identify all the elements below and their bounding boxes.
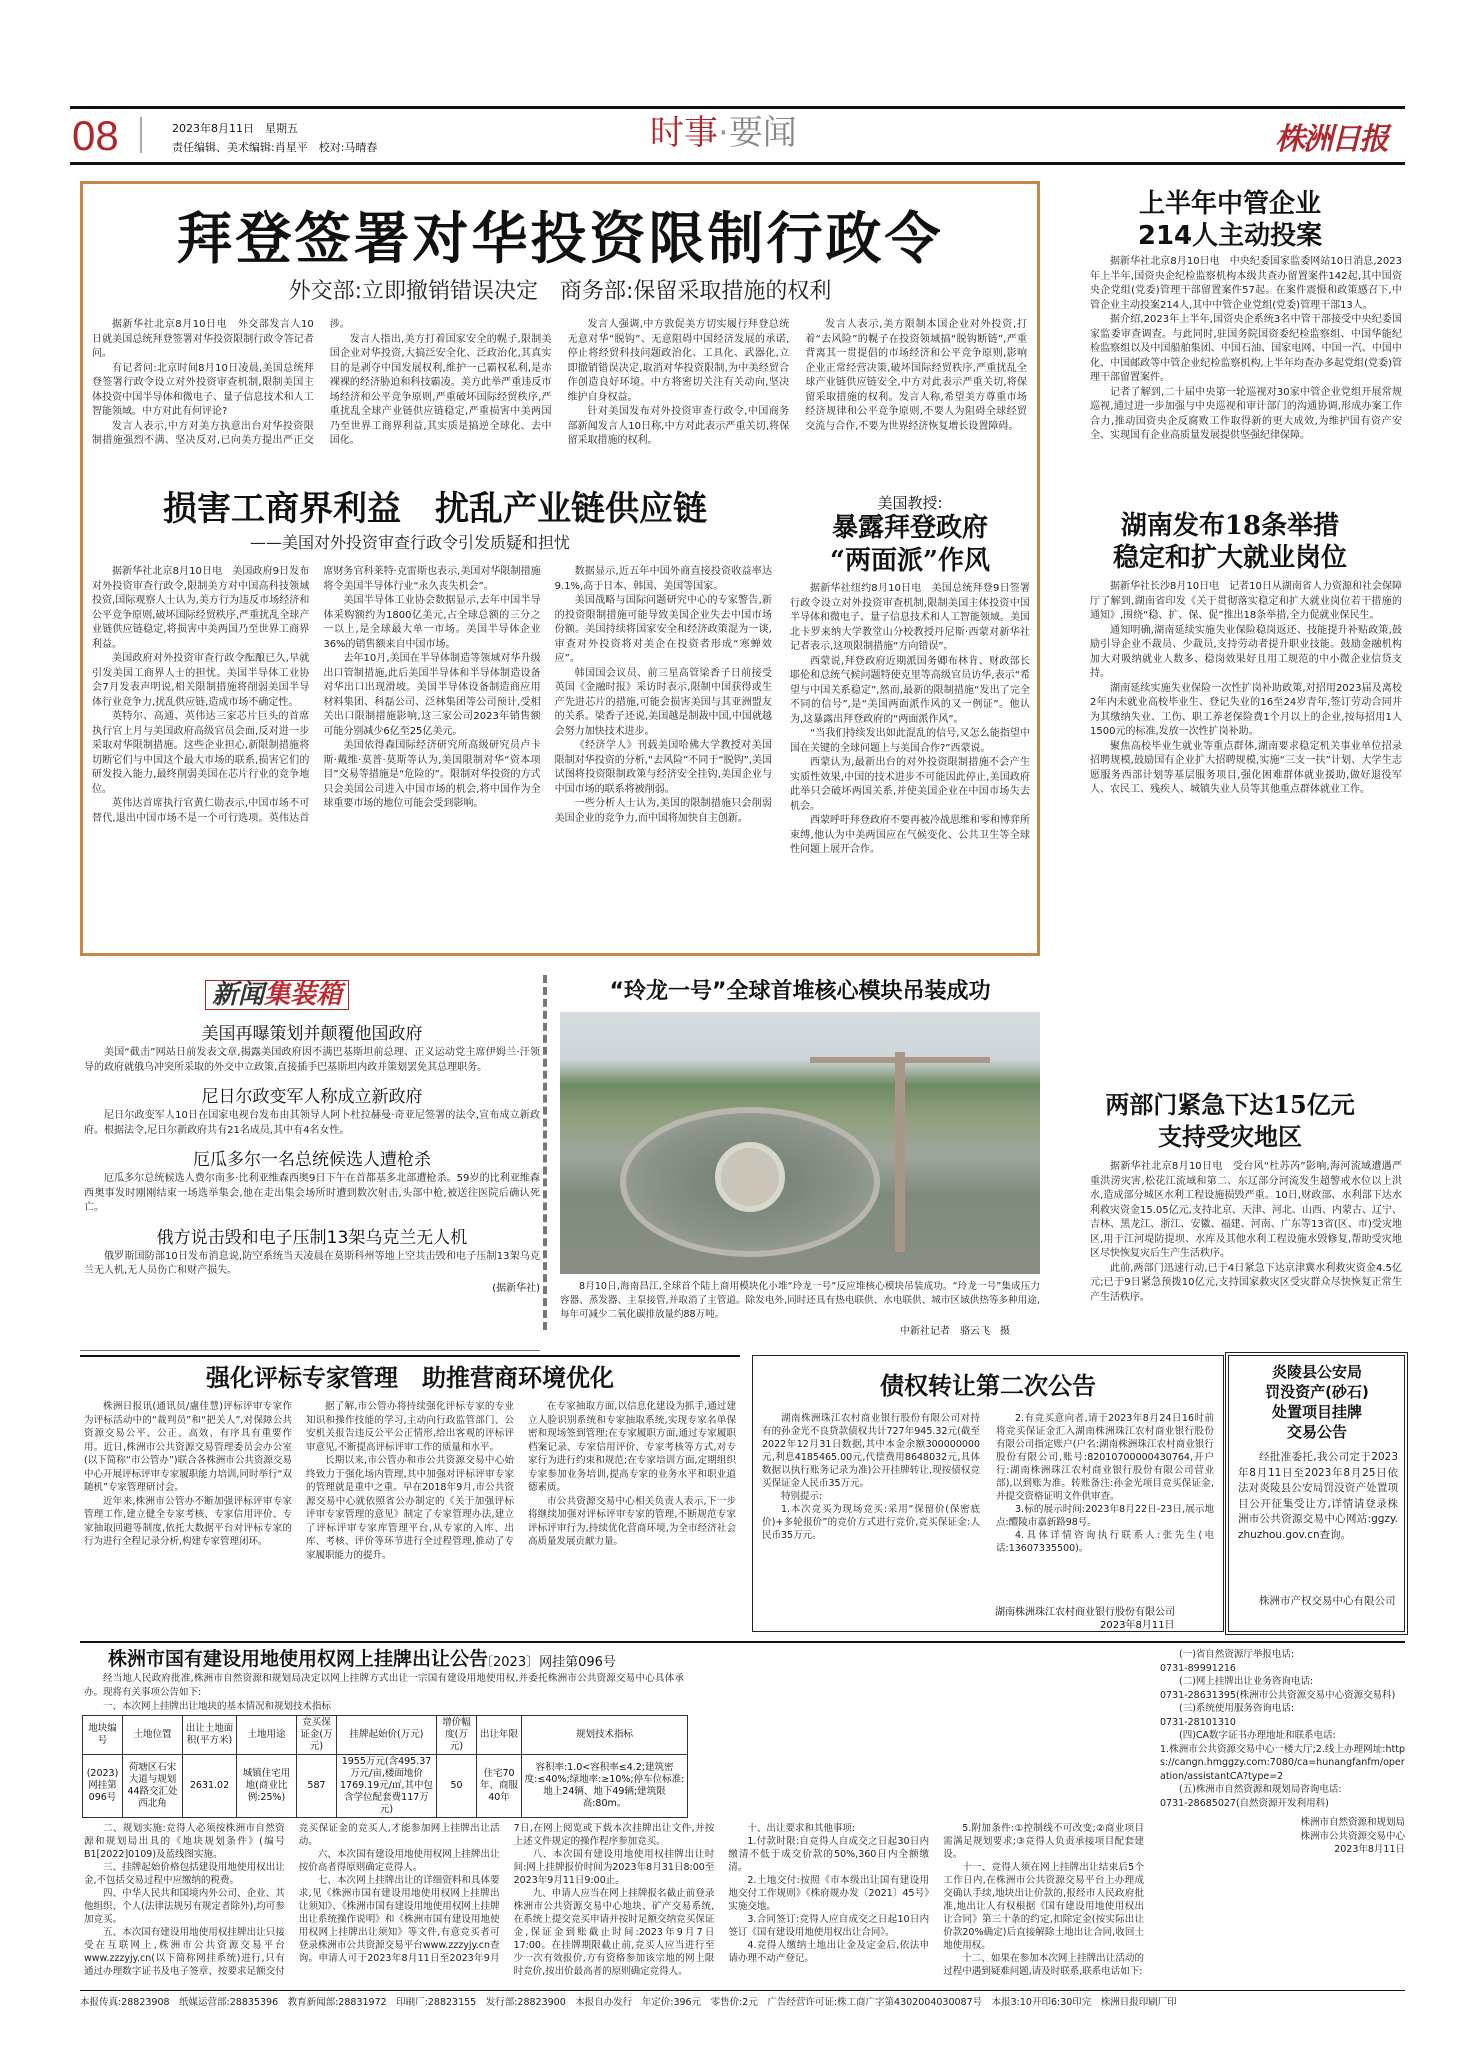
- news-item-body: 美国“截击”网站日前发表文章,揭露美国政府因不满巴基斯坦前总理、正义运动党主席伊姆兰·汗领导的政府就俄乌冲突所采取的外交中立政策,直接插手巴基斯坦内政并策划罢免其总理职务。: [84, 1047, 540, 1073]
- contact-phone: 0731-28101310: [1160, 1716, 1236, 1728]
- col-header: 挂牌起始价(万元): [337, 1716, 437, 1755]
- paragraph: 据新华社长沙8月10日电 记者10日从湖南省人力资源和社会保障厅了解到,湖南省印发《关于贯彻落实稳定和扩大就业岗位若干措施的通知》,围绕“稳、扩、保、促”推出18条举措,全力促就业保民生。: [1090, 581, 1402, 621]
- header-divider: [140, 117, 142, 153]
- a6-signoff: 株洲市产权交易中心有限公司: [1259, 1595, 1396, 1607]
- paragraph: 有记者问:北京时间8月10日凌晨,美国总统拜登签署行政令设立对外投资审查机制,限制美国主体投资中国半导体和微电子、量子信息技术和人工智能领域。中方对此有何评论?: [92, 362, 314, 417]
- land-notice-title: 株洲市国有建设用地使用权网上挂牌出让公告: [108, 1648, 489, 1670]
- news-item-title: 美国再曝策划并颠覆他国政府: [201, 1024, 423, 1044]
- paragraph: 十二、如果在参加本次网上挂牌出让活动的过程中遇到疑难问题,请及时联系,联系电话如下:: [943, 1953, 1144, 1977]
- news-box-logo-part2: 集装箱: [264, 980, 343, 1010]
- paragraph: “当我们持续发出如此混乱的信号,又怎么能指望中国在关键的全球问题上与美国合作?”西蒙说。: [790, 728, 1030, 754]
- paragraph: 韩国国会议员、前三星高管梁香子日前接受英国《金融时报》采访时表示,限制中国获得或生产先进芯片的措施,可能会损害美国与其亚洲盟友的关系。梁香子还说,美国越是制裁中国,中国就越会努力加快技术进步。: [554, 667, 772, 737]
- paragraph: 英伟达首席执行官黄仁勋表示,中国市场不可替代,退出中国市场不是一个可行选项。英伟达首席财务官科莱特·克雷斯也表示,美国对华限制措施将令美国半导体行业“永久丧失机会”。: [92, 566, 541, 824]
- paragraph: 3.合同签订:竞得人应自成交之日起10日内签订《国有建设用地使用权出让合同》。: [728, 1914, 930, 1938]
- news-item: [84, 1226, 540, 1294]
- paragraph: 5.附加条件:①控制线不可改变;②商业项目需满足规划要求;③竞得人负责承接项目配套建设。: [943, 1823, 1144, 1860]
- paragraph: 西蒙说,拜登政府近期派国务卿布林肯、财政部长耶伦和总统气候问题特使克里等高级官员访华,表示“希望与中国关系稳定”,然而,最新的限制措施“发出了完全不同的信号”,是“美国两面派作风的又一例证”。他认为,这暴露出拜登政府的“两面派作风”。: [790, 655, 1030, 725]
- right-a3-headline-2: 支持受灾地区: [1158, 1122, 1302, 1151]
- table-cell: 城镇住宅用地(商业比例:25%): [237, 1755, 297, 1818]
- contact-label: (二)网上挂牌出让业务咨询电话:: [1179, 1676, 1314, 1687]
- paragraph: 2.有竞买意向者,请于2023年8月24日16时前将竞买保证金汇入湖南株洲珠江农村商业银行股份有限公司指定账户(户名:湖南株洲珠江农村商业银行股份有限公司,账号:82010700000430764,开户行:湖南株洲珠江农村商业银行股份有限公司营业部),以到账为准。转账备注:孙金光项目竞买保证金,并提交资格证明文件供审查。: [996, 1413, 1214, 1502]
- table-cell: 容积率:1.0<容积率≤4.2;建筑密度:≤40%;绿地率:≥10%;停车位标准:地上24辆、地下49辆;建筑限高:80m。: [522, 1755, 688, 1818]
- col-header: 规划技术指标: [522, 1716, 688, 1755]
- land-table-header: [83, 1716, 688, 1755]
- a6-headline-line: 处置项目挂牌: [1271, 1403, 1362, 1421]
- reactor-photo: [560, 1012, 1040, 1274]
- paragraph: 十一、竞得人须在网上挂牌出让结束后5个工作日内,在株洲市公共资源交易平台上办理成交确认手续,地块出让价款的,报经市人民政府批准,地出让人有权根据《国有建设用地使用权出让合同》第三十条的约定,扣除定金(按实际出让价款20%确定)后直接解除土地出让合同,收回土地使用权。: [943, 1862, 1144, 1951]
- reactor-module: [715, 1142, 785, 1212]
- paragraph: 4.具体详情咨询执行联系人:张先生(电话:13607335500)。: [996, 1530, 1214, 1554]
- land-contacts: [1160, 1648, 1405, 1857]
- contact-item: [1160, 1702, 1405, 1729]
- news-item: [84, 1022, 540, 1075]
- contact-label: (一)省自然资源厅举报电话:: [1179, 1649, 1295, 1660]
- right-a3-headline-1: 两部门紧急下达15亿元: [1105, 1090, 1355, 1119]
- paragraph: 1.本次竞买为现场竞买:采用“保留价(保密底价)+多轮报价”的竞价方式进行竞价,竞买保证金:人民币35万元。: [762, 1504, 980, 1541]
- crane-arm: [810, 1057, 990, 1063]
- paragraph: 在专家抽取方面,以信息化建设为抓手,通过建立人脸识别系统和专家抽取系统,实现专家名单保密和现场签到管理;在专家履职方面,通过专家履职档案记录、专家信用评价、专家考核等方式,对专家行为进行约束和规范;在专家培训方面,定期组织专家参加业务培训,提高专家的业务水平和职业道德素质。: [528, 1401, 736, 1493]
- paragraph: 美国战略与国际问题研究中心的专家警告,新的投资限制措施可能导致美国企业失去中国市场份额。美国持续将国家安全和经济政策混为一谈,审查对外投资将对美企在投资者形成“寒蝉效应”。: [554, 595, 772, 664]
- contact-item: [1160, 1729, 1405, 1783]
- paragraph: 四、中华人民共和国境内外公司、企业、其他组织、个人(法律法规另有规定者除外),均可参加竞买。: [84, 1888, 285, 1925]
- contact-label: (五)株洲市自然资源和规划局咨询电话:: [1179, 1784, 1342, 1795]
- paragraph: 记者了解到,二十届中央第一轮巡视对30家中管企业党组开展常规巡视,通过进一步加强与中央巡视和审计部门的沟通协调,形成办案工作合力,推动国资央企反腐败工作取得新的更大成效,为维护国有资产安全、实现国有企业高质量发展提供坚强纪律保障。: [1090, 386, 1402, 441]
- contact-phone: 0731-89991216: [1160, 1662, 1236, 1674]
- table-cell: 50: [437, 1755, 477, 1818]
- paragraph: 据了解,市公管办将持续强化评标专家的专业知识和操作技能的学习,主动向行政监管部门、公安机关报告违反公平公正情形,给出客观的评标评审意见,不断提高评标评审工作的质量和水平。: [306, 1401, 514, 1453]
- paragraph: 发言人表示,中方对美方执意出台对华投资限制措施强烈不满、坚决反对,已向美方提出严正交涉。: [92, 319, 350, 446]
- photo-caption: 8月10日,海南昌江,全球首个陆上商用模块化小堆“玲龙一号”反应堆核心模块吊装成功。“玲龙一号”集成压力容器、蒸发器、主泵接管,并取消了主管道。除发电外,同时还具有热电联供、水电联供、城市区域供热等多种用途,每年可减少二氧化碳排放量约88万吨。: [560, 1281, 1040, 1320]
- paragraph: 西蒙认为,最新出台的对外投资限制措施不会产生实质性效果,中国的技术进步不可能因此停止,美国政府此举只会破坏两国关系,并使美国企业在中国市场失去机会。: [790, 757, 1030, 812]
- col-header: 地块编号: [83, 1716, 123, 1755]
- news-box-list: [84, 1022, 540, 1294]
- contact-item: [1160, 1783, 1405, 1810]
- news-item-body: 俄罗斯国防部10日发布消息说,防空系统当天凌晨在莫斯科州等地上空共击毁和电子压制13架乌克兰无人机,无人员伤亡和财产损失。: [84, 1250, 540, 1276]
- lead-body: [92, 318, 1027, 468]
- table-cell: (2023)网挂第096号: [83, 1755, 123, 1818]
- contact-item: [1160, 1675, 1405, 1702]
- paragraph: 美国半导体工业协会数据显示,去年中国半导体采购额约为1800亿美元,占全球总额的三分之一以上,是全球最大单一市场。美国半导体企业36%的销售额来自中国市场。: [323, 595, 541, 650]
- paragraph: 三、挂牌起始价格包括建设用地使用权出让金,不包括交易过程中应缴纳的税费。: [84, 1862, 285, 1886]
- news-item-body: 厄瓜多尔总统候选人费尔南多·比利亚维森西奥9日下午在首都基多北部遭枪杀。59岁的比利亚维森西奥事发时刚刚结束一场选举集会,他在走出集会场所时遭到数次射击,头部中枪,被送往医院后确认死亡。: [84, 1173, 540, 1213]
- paragraph: 去年10月,美国在半导体制造等领域对华升级出口管制措施,此后美国半导体和半导体制造设备对华出口出现滑坡。美国半导体设备制造商应用材料集团、科磊公司、泛林集团等公司预计,受相关出口限制措施影响,这三家公司2023年销售额可能分别减少6亿至25亿美元。: [323, 653, 541, 737]
- paragraph: 3.标的展示时间:2023年8月22日-23日,展示地点:醴陵市嘉新路98号。: [996, 1504, 1214, 1528]
- paragraph: 据新华社纽约8月10日电 美国总统拜登9日签署行政令设立对外投资审查机制,限制美国主体投资中国半导体和微电子、量子信息技术和人工智能领域。美国北卡罗来纳大学教堂山分校教授丹尼斯·西蒙对新华社记者表示,这项限制措施“方向错误”。: [790, 583, 1030, 652]
- lead-headline: 拜登签署对华投资限制行政令: [176, 207, 944, 272]
- news-item-title: 厄瓜多尔一名总统候选人遭枪杀: [193, 1150, 431, 1170]
- sidebar-headline-1: 暴露拜登政府: [831, 513, 988, 543]
- paragraph: 英特尔、高通、英伟达三家芯片巨头的首席执行官上月与美国政府高级官员会面,反对进一步采取对华限制措施。这些企业担心,新限制措施将切断它们与中国这个最大市场的联系,损害它们的研发投入能力,最终削弱美国在芯片行业的竞争地位。: [92, 711, 310, 795]
- news-box-logo: [205, 980, 349, 1010]
- paragraph: 1.付款时限:自竞得人自成交之日起30日内缴清不低于成交价款的50%,360日内全额缴清。: [728, 1836, 930, 1873]
- right-a3-body: [1090, 1160, 1402, 1330]
- paragraph: 数据显示,近五年中国外商直接投资收益率达9.1%,高于日本、韩国、美国等国家。: [554, 566, 772, 592]
- col-header: 土地用途: [237, 1716, 297, 1755]
- photo-credit: 中新社记者 骆云飞 摄: [900, 1326, 1010, 1337]
- a4-headline: 强化评标专家管理 助推营商环境优化: [206, 1363, 614, 1392]
- right-a1-body: [1090, 255, 1402, 480]
- contact-phone: 0731-28685027(自然资源开发利用科): [1160, 1797, 1329, 1809]
- paragraph: 近年来,株洲市公管办不断加强评标评审专家管理工作,建立健全专家考核、专家信用评价、专家抽取回避等制度,依托大数据平台对评标专家的行为进行全程记录分析,构建专家管理闭环。: [84, 1495, 292, 1547]
- a6-headline: [1232, 1362, 1402, 1442]
- a6-body: 经批准委托,我公司定于2023年8月11日至2023年8月25日依法对炎陵县公安局罚没资产处置项目公开征集受让方,详情请登录株洲市公共资源交易中心网站:ggzy.zhuzhou.gov.cn查询。: [1238, 1451, 1398, 1541]
- section-primary: 时事: [650, 113, 718, 153]
- land-signoff-date: 2023年8月11日: [1334, 1844, 1405, 1855]
- land-table: [82, 1715, 688, 1818]
- land-signoff-org2: 株洲市公共资源交易中心: [1300, 1830, 1405, 1842]
- a6-headline-line: 交易公告: [1286, 1423, 1347, 1441]
- paragraph: 此前,两部门迅速行动,已于4日紧急下达京津冀水利救灾资金4.5亿元;已于9日紧急预拨10亿元,支持国家救灾区受灾群众尽快恢复正常生产生活秩序。: [1090, 1262, 1402, 1303]
- contact-label: (四)CA数字证书办理地址和联系电话:: [1179, 1730, 1336, 1741]
- paragraph: 2.土地交付:按照《市本级出让国有建设用地交付工作规则》《株府规办发〔2021〕45号》实施交地。: [728, 1875, 930, 1912]
- a6-headline-line: 罚没资产(砂石): [1265, 1383, 1369, 1401]
- contact-phone: 0731-28631395(株洲市公共资源交易中心资源交易科): [1160, 1689, 1396, 1701]
- right-a1-headline-1: 上半年中管企业: [1138, 189, 1321, 219]
- a5-signoff-org: 湖南株洲珠江农村商业银行股份有限公司: [995, 1607, 1175, 1618]
- paragraph: 二、规划实施:竞得人必须按株洲市自然资源和规划局出具的《地块规划条件》(编号B1[2022]0109)及蓝线图实施。: [84, 1823, 285, 1860]
- news-item: [84, 1085, 540, 1138]
- col-header: 增价幅度(万元): [437, 1716, 477, 1755]
- paragraph: 4.竞得人缴纳土地出让金及定金后,依法申请办理不动产登记。: [728, 1940, 930, 1964]
- col-header: 土地位置: [123, 1716, 183, 1755]
- paragraph: 针对美国发布对外投资审查行政令,中国商务部新闻发言人10日称,中方对此表示严重关切,将保留采取措施的权利。: [567, 406, 790, 446]
- paragraph: 据介绍,2023年上半年,国资央企系统3名中管干部接受中央纪委国家监委审查调查。与此同时,驻国务院国资委纪检监察组、中国华能纪检监察组以及中国船舶集团、中国石油、国家电网、中国一汽、中国中化、中国邮政等中管企业纪检监察机构,上半年均查办多起党组(党委)管理干部留置案件。: [1090, 314, 1402, 383]
- paragraph: 据新华社北京8月10日电 美国政府9日发布对外投资审查行政令,限制美方对中国高科技领域投资,国际观察人士认为,美方行为违反市场经济和公平竞争原则,破坏国际经贸秩序,严重扰乱全球产业链供应链稳定,将损害中美两国乃至世界工商界利益。: [92, 566, 310, 650]
- paragraph: 美国依得森国际经济研究所高级研究员卢卡斯·戴维·莫普·莫斯等认为,美国限制对华“资本项目”交易等措施是“危险的”。限制对华投资的方式只会美国公司进入中国市场的机会,将中国作为全球重要市场的地位可能会受到影响。: [323, 740, 541, 809]
- paragraph: 发言人表示,美方限制本国企业对外投资,打着“去风险”的幌子在投资领域搞“脱钩断链”,严重背离其一贯提倡的市场经济和公平竞争原则,影响企业正常经营决策,破坏国际经贸秩序,严重扰乱全球产业链供应链安全,中方对此表示严重关切,将保留采取措施的权利。发言人称,希望美方尊重市场经济规律和公平竞争原则,不要人为阻碍全球经贸交流与合作,不要为世界经济恢复增长设置障碍。: [805, 319, 1027, 432]
- table-row: [83, 1755, 688, 1818]
- paragraph: 九、申请人应当在网上挂牌报名截止前登录株洲市公共资源交易中心地块、矿产交易系统,在系统上提交竞买申请并按时足额交纳竞买保证金,保证金到账截止时间:2023年9月7日17:00。在挂牌期限截止前,竞买人应当进行至少一次有效报价,方有资格参加该宗地的网上限时竞价,按出价最高者的原则确定竞得人。: [513, 1888, 715, 1977]
- section-dot: ·: [718, 113, 729, 153]
- masthead-logo: 株洲日报: [1275, 122, 1387, 157]
- paragraph: 发言人指出,美方打着国家安全的幌子,限制美国企业对华投资,大搞泛安全化、泛政治化,其真实目的是剥夺中国发展权利,维护一己霸权私利,是赤裸裸的经济胁迫和科技霸凌。美方此举严重违反市场经济和公平竞争原则,严重破坏国际经贸秩序,严重扰乱全球产业链供应链稳定,严重损害中美两国乃至世界工商界利益,其实质是搞逆全球化、去中国化。: [329, 333, 552, 446]
- sidebar-kicker: 美国教授:: [877, 494, 943, 512]
- paragraph: 八、本次国有建设用地使用权挂牌出让时间:网上挂牌报价时间为2023年8月31日8:00至2023年9月11日9:00止。: [513, 1849, 715, 1886]
- contact-label: (三)系统使用服务咨询电话:: [1179, 1703, 1295, 1714]
- crane-tower: [895, 1052, 905, 1252]
- photo-headline: “玲龙一号”全球首堆核心模块吊装成功: [609, 979, 991, 1004]
- land-notice-body: [84, 1822, 1144, 1987]
- a5-body: [762, 1412, 1214, 1604]
- a5-signoff-date: 2023年8月11日: [1100, 1620, 1175, 1631]
- a5-headline: 债权转让第二次公告: [880, 1371, 1096, 1400]
- section-secondary: 要闻: [728, 113, 797, 153]
- table-cell: 587: [297, 1755, 337, 1818]
- paragraph: 西蒙呼吁拜登政府不要再被冷战思维和零和博弈所束缚,他认为中美两国应在气候变化、公共卫生等全球性问题上展开合作。: [790, 815, 1030, 855]
- news-item: [84, 1148, 540, 1216]
- paragraph: 据新华社北京8月10日电 受台风“杜苏芮”影响,海河流域遭遇严重洪涝灾害,松花江流域和第二、东辽部分河流发生超警戒水位以上洪水,造成部分城区水利工程设施损毁严重。10日,财政部、水利部下达水利救灾资金15.05亿元,支持北京、天津、河北、山西、内蒙古、辽宁、吉林、黑龙江、浙江、安徽、福建、河南、广东等13省(区、市)受灾地区,用于江河堤防提坝、水库及其他水利工程设施水毁修复,帮助受灾地区尽快恢复灾后生产生活秩序。: [1090, 1161, 1402, 1259]
- land-signoff: [1160, 1816, 1405, 1857]
- paragraph: 据新华社北京8月10日电 中央纪委国家监委网站10日消息,2023年上半年,国资央企纪检监察机构本级共查办留置案件142起,其中国资央企党组(党委)管理干部留置案件57起。在案件震慑和政策感召下,中管企业主动投案214人,其中中管企业党组(党委)管理干部13人。: [1090, 256, 1402, 311]
- paragraph: 美国政府对外投资审查行政令酝酿已久,早就引发美国工商界人士的担忧。美国半导体工业协会7月发表声明说,相关限制措施将削弱美国半导体行业竞争力,扰乱供应链,造成市场不确定性。: [92, 653, 310, 708]
- section-title: [650, 113, 797, 153]
- paragraph: 据新华社北京8月10日电 外交部发言人10日就美国总统拜登签署对华投资限制行政令答记者问。: [92, 319, 314, 359]
- a6-headline-line: 炎陵县公安局: [1271, 1363, 1362, 1381]
- land-notice-intro: 经当地人民政府批准,株洲市自然资源和规划局决定以网上挂牌方式出让一宗国有建设用地使用权,并委托株洲市公共资源交易中心具体承办。现将有关事项公告如下:: [84, 1673, 684, 1698]
- sidebar-body: [790, 582, 1030, 950]
- article2-subtitle: ——美国对外投资审查行政令引发质疑和担忧: [250, 533, 571, 552]
- table-cell: 1955万元(含495.37万元/亩,楼面地价1769.19元/㎡,其中包含学位配套费117万元): [337, 1755, 437, 1818]
- paragraph: 长期以来,市公管办和市公共资源交易中心始终致力于强化场内管理,其中加强对评标评审专家的管理就是重中之重。早在2018年9月,市公共资源交易中心就依照省公办制定的《关于加强评标评审专家管理的意见》制定了专家管理办法,建立了评标评审专家库管理平台,从专家的入库、出库、考核、评价等环节进行全过程管理,推动了专家履职能力的提升。: [306, 1455, 514, 1561]
- paragraph: 湖南株洲珠江农村商业银行股份有限公司对持有的孙金光不良贷款债权共计727年945.32元(截至2022年12月31日数据,其中本金余额300000000元,利息4185465.00元,代偿费用8648032元,具体数据以执行账务记录为准)公开挂牌转让,现按债权竞买保证金人民币35万元。: [762, 1413, 980, 1489]
- lead-subtitle: 外交部:立即撤销错误决定 商务部:保留采取措施的权利: [288, 279, 832, 304]
- footer-info: 本报传真:28823908 纸媒运营部:28835396 教育新闻部:28831972 印刷厂:28823155 发行部:28823900 本报自办发行 年定价:396元 零售价:2元 广告经营许可证:株工商广字第4302004030087号 本报3:10开印6:30印完 株洲日报印刷厂印: [80, 1997, 1177, 2008]
- table-cell: 住宅70年、商服40年: [477, 1755, 522, 1818]
- table-cell: 荷塘区石宋大道与规划44路交汇处西北角: [123, 1755, 183, 1818]
- paragraph: 五、本次国有建设用地使用权挂牌出让只接受在互联网上,株洲市公共资源交易平台www.zzzyjy.cn(以下简称网挂系统)进行,只有通过办理数字证书及电子签章、按要求足额交付竞买保证金的竞买人,才能参加网上挂牌出让活动。: [84, 1823, 500, 1977]
- col-header: 出让土地面积(平方米): [183, 1716, 237, 1755]
- col-header: 竞买保证金(万元): [297, 1716, 337, 1755]
- paragraph: 特别提示:: [781, 1491, 823, 1502]
- news-item-body: 尼日尔政变军人10日在国家电视台发布由其领导人阿卜杜拉赫曼·奇亚尼签署的法令,宣布成立新政府。根据法令,尼日尔新政府共有21名成员,其中有4名女性。: [84, 1110, 540, 1136]
- paragraph: 通知明确,湖南延续实施失业保险稳岗返还、技能提升补贴政策,鼓励引导企业不裁员、少裁员,支持劳动者提升职业技能。鼓励金融机构加大对吸纳就业人数多、稳岗效果好且用工规范的中小微企业信贷支持。: [1090, 624, 1402, 679]
- a4-body: [84, 1400, 736, 1628]
- paragraph: 《经济学人》刊载美国哈佛大学教授对美国限制对华投资的分析,“去风险”不同于“脱钩”,美国试图将投资限制政策与经济安全挂钩,美国企业与中国市场的联系将被削弱。: [554, 740, 772, 795]
- land-notice-section1: 一、本次网上挂牌出让地块的基本情况和规划技术指标: [103, 1701, 332, 1712]
- header-date: 2023年8月11日 星期五: [172, 122, 298, 135]
- article2-body: [92, 565, 772, 950]
- article2-headline: 损害工商界利益 扰乱产业链供应链: [163, 489, 707, 529]
- paragraph: 株洲日报讯(通讯员/盧佳慧)评标评审专家作为评标活动中的“裁判员”和“把关人”,对保障公共资源交易公平、公正、高效、有序具有重要作用。近日,株洲市公共资源交易管理委员会办公室(以下简称“市公管办”)联合各株洲市公共资源交易中心开展评标评审专家履职能力培训,同时举行“双随机”专家管理研讨会。: [84, 1401, 292, 1493]
- page-number: 08: [72, 112, 119, 159]
- paragraph: 湖南延续实施失业保险一次性扩岗补助政策,对招用2023届及离校2年内未就业高校毕业生、登记失业的16至24岁青年,签订劳动合同并为其缴纳失业、工伤、职工养老保险费1个月以上的企业,按每招用1人1500元的标准,发放一次性扩岗补助。: [1090, 682, 1402, 737]
- paragraph: 七、本次网上挂牌出让的详细资料和具体要求,见《株洲市国有建设用地使用权网上挂牌出让须知》、《株洲市国有建设用地使用权网上挂牌出让系统操作说明》和《株洲市国有建设用地使用权网上挂牌出让须知》等文件,有意竞买者可登录株洲市公共资源交易平台www.zzzyjy.cn查询。申请人可于2023年8月11日至2023年9月7日,在网上阅览或下载本次挂牌出让文件,并按上述文件规定的操作程序参加竞买。: [298, 1823, 715, 1964]
- paragraph: 发言人强调,中方敦促美方切实履行拜登总统无意对华“脱钩”、无意阻碍中国经济发展的承诺,停止将经贸科技问题政治化、工具化、武器化,立即撤销错误决定,取消对华投资限制,为中美经贸合作创造良好环境。中方将密切关注有关动向,坚决维护自身权益。: [567, 319, 790, 403]
- paragraph: 市公共资源交易中心相关负责人表示,下一步将继续加强对评标评审专家的管理,不断规范专家评标评审行为,持续优化营商环境,为全市经济社会高质量发展贡献力量。: [528, 1495, 736, 1547]
- sidebar-headline-2: “两面派”作风: [830, 546, 990, 576]
- news-item-title: 尼日尔政变军人称成立新政府: [201, 1087, 423, 1107]
- news-item-title: 俄方说击毁和电子压制13架乌克兰无人机: [156, 1227, 468, 1248]
- header-editors: 责任编辑、美术编辑:肖星平 校对:马晴春: [172, 141, 378, 154]
- land-notice-number: 〔2023〕网挂第096号: [480, 1655, 616, 1670]
- news-source: (据新华社): [492, 1282, 540, 1294]
- col-header: 出让年限: [477, 1716, 522, 1755]
- table-cell: 2631.02: [183, 1755, 237, 1818]
- right-a1-headline-2: 214人主动投案: [1137, 221, 1323, 251]
- contact-item: [1160, 1648, 1405, 1675]
- paragraph: 十、出让要求和其他事项:: [747, 1823, 856, 1834]
- land-signoff-org1: 株洲市自然资源和规划局: [1300, 1817, 1405, 1828]
- news-box-logo-part1: 新闻: [212, 980, 265, 1010]
- paragraph: 六、本次国有建设用地使用权网上挂牌出让按价高者得原则确定竞得人。: [298, 1849, 500, 1873]
- right-a2-headline-2: 稳定和扩大就业岗位: [1112, 543, 1347, 573]
- paragraph: 一些分析人士认为,美国的限制措施只会削弱美国企业的竞争力,而中国将加快自主创新。: [554, 798, 772, 824]
- contact-phone: 1.株洲市公共资源交易中心一楼大厅;2.线上办理网址:https://cangn.hmggzy.com:7080/ca=hunangfanfm/operation/assistantCA?type=2: [1160, 1743, 1405, 1782]
- right-a2-body: [1090, 580, 1402, 1055]
- paragraph: 聚焦高校毕业生就业等重点群体,湖南要求稳定机关事业单位招录招聘规模,鼓励国有企业扩大招聘规模,实施“三支一扶”计划、大学生志愿服务西部计划等基层服务项目,强化困难群体就业援助,做好退役军人、农民工、残疾人、城镇失业人员等其他重点群体就业工作。: [1090, 740, 1402, 795]
- right-a2-headline-1: 湖南发布18条举措: [1120, 511, 1340, 541]
